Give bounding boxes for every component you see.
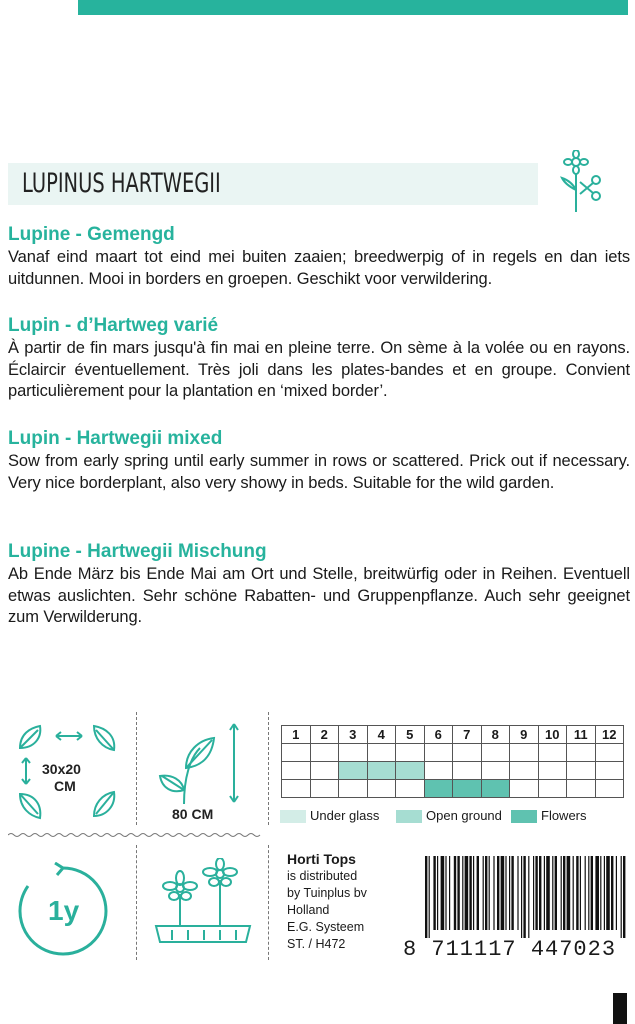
barcode-bar [576, 856, 578, 930]
spacing-value: 30x20 [42, 761, 81, 777]
barcode-bar [497, 856, 499, 930]
barcode-bar [573, 856, 574, 930]
barcode-bar [539, 856, 541, 930]
month-header: 4 [367, 726, 396, 744]
barcode-bar [546, 856, 550, 930]
barcode-bar [623, 856, 625, 938]
barcode-bar [433, 856, 435, 930]
barcode-bar [505, 856, 506, 930]
barcode-digits: 8 711117 447023 [403, 937, 617, 962]
section-text: À partir de fin mars jusqu'à fin mai en pleine terre. On sème à la volée ou en rayons. Éclaircir éventuellement. Très joli dans les plates-bandes et en groupe. Convient particulièrement pour la plantation en ‘mixed border’. [8, 339, 630, 400]
month-header: 1 [282, 726, 311, 744]
height-value: 80 CM [172, 806, 214, 822]
month-header: 2 [310, 726, 339, 744]
distributor-line: E.G. Systeem [287, 920, 365, 934]
calendar-cell [510, 762, 539, 780]
calendar-cell [538, 762, 567, 780]
calendar-cell [510, 744, 539, 762]
calendar-cell [339, 762, 368, 780]
barcode-bar [606, 856, 610, 930]
barcode-bar [465, 856, 469, 930]
month-header: 8 [481, 726, 510, 744]
barcode-bar [473, 856, 474, 930]
legend-swatch [396, 810, 422, 823]
distributor-line: ST. / H472 [287, 937, 346, 951]
corner-mark [613, 993, 627, 1024]
calendar-cell [396, 780, 425, 798]
calendar-cell [310, 762, 339, 780]
section-heading: Lupine - Hartwegii Mischung [8, 541, 267, 562]
calendar-cell [282, 744, 311, 762]
calendar-cell [538, 744, 567, 762]
calendar-cell [424, 780, 453, 798]
barcode-bar [501, 856, 505, 930]
barcode-bar [561, 856, 562, 930]
calendar-cell [595, 780, 624, 798]
barcode-bar [563, 856, 565, 930]
calendar-cell [367, 762, 396, 780]
calendar-cell [396, 762, 425, 780]
seedling-tray-icon [152, 858, 254, 950]
legend-flowers [511, 808, 587, 823]
calendar-cell [367, 744, 396, 762]
panel-divider [268, 712, 269, 825]
barcode-bar [600, 856, 601, 930]
barcode-bar [588, 856, 589, 930]
calendar-cell [595, 744, 624, 762]
section-text: Sow from early spring until early summer in rows or scattered. Prick out if necessary. Very nice borderplant, also very showy in beds. Suitable for the wild garden. [8, 452, 630, 492]
barcode-bar [580, 856, 581, 930]
lifecycle-label: 1y [48, 895, 80, 926]
section-text: Vanaf eind maart tot eind mei buiten zaaien; breedwerpig of in regels en dan iets uitdunnen. Mooi in borders en groepen. Geschikt voor verwildering. [8, 248, 630, 288]
barcode-bar [616, 856, 617, 930]
legend-swatch [280, 810, 306, 823]
month-header: 6 [424, 726, 453, 744]
barcode-bar [493, 856, 494, 930]
barcode-bar [429, 856, 430, 938]
calendar-cell [282, 780, 311, 798]
barcode-bar [445, 856, 446, 930]
barcode-bar [535, 856, 537, 930]
section-text: Ab Ende März bis Ende Mai am Ort und Stelle, breitwürfig oder in Reihen. Eventuell etwas auslichten. Sehr schöne Rabatten- und Gruppenpflanze. Auch sehr geeignet zum Verwilderung. [8, 565, 630, 626]
legend-swatch [511, 810, 537, 823]
section-heading: Lupin - Hartwegii mixed [8, 428, 223, 449]
barcode-bar [449, 856, 450, 930]
calendar-cell [339, 744, 368, 762]
barcode-bar [462, 856, 463, 930]
sowing-calendar [281, 725, 624, 798]
barcode-bar [425, 856, 427, 938]
barcode-bar [477, 856, 479, 930]
spacing-unit: CM [54, 778, 76, 794]
barcode-bar [441, 856, 445, 930]
top-color-bar [78, 0, 628, 15]
panel-divider [268, 845, 269, 960]
calendar-cell [453, 744, 482, 762]
calendar-cell [339, 780, 368, 798]
barcode-bar [591, 856, 593, 930]
barcode-bar [528, 856, 529, 938]
barcode-bar [552, 856, 553, 930]
calendar-cell [567, 762, 596, 780]
barcode-bar [517, 856, 518, 930]
brand-name: Horti Tops [287, 851, 356, 867]
barcode-bar [489, 856, 490, 930]
barcode-bar [485, 856, 487, 930]
legend-label: Under glass [310, 808, 380, 823]
month-header: 9 [510, 726, 539, 744]
barcode-bar [585, 856, 586, 930]
calendar-cell [538, 780, 567, 798]
barcode-bar [555, 856, 557, 930]
calendar-cell [367, 780, 396, 798]
calendar-cell [567, 780, 596, 798]
section-german [8, 541, 630, 629]
calendar-cell [510, 780, 539, 798]
calendar-cell [282, 762, 311, 780]
section-heading: Lupin - d’Hartweg varié [8, 315, 219, 336]
section-dutch [8, 224, 630, 290]
calendar-row-flowers [282, 780, 624, 798]
calendar-cell [453, 780, 482, 798]
barcode-bar [511, 856, 513, 930]
calendar-cell [310, 780, 339, 798]
product-title: LUPINUS HARTWEGII [22, 168, 221, 199]
barcode-bar [469, 856, 471, 930]
barcode-bar [523, 856, 525, 938]
distributor-line: by Tuinplus bv [287, 886, 367, 900]
barcode-bar [457, 856, 459, 930]
calendar-cell [424, 744, 453, 762]
barcode-bar [621, 856, 622, 938]
legend-label: Open ground [426, 808, 502, 823]
flower-scissors-icon [556, 150, 608, 216]
legend-under-glass [280, 808, 379, 823]
calendar-cell [567, 744, 596, 762]
month-header: 3 [339, 726, 368, 744]
calendar-header-row [282, 726, 624, 744]
month-header: 12 [595, 726, 624, 744]
calendar-cell [396, 744, 425, 762]
distributor-line: is distributed [287, 869, 358, 883]
legend-label: Flowers [541, 808, 587, 823]
month-header: 10 [538, 726, 567, 744]
section-heading: Lupine - Gemengd [8, 224, 175, 245]
barcode [425, 856, 627, 938]
calendar-row-under-glass [282, 744, 624, 762]
calendar-cell [310, 744, 339, 762]
month-header: 11 [567, 726, 596, 744]
month-header: 7 [453, 726, 482, 744]
calendar-row-open-ground [282, 762, 624, 780]
calendar-cell [424, 762, 453, 780]
calendar-cell [481, 744, 510, 762]
month-header: 5 [396, 726, 425, 744]
section-french [8, 315, 630, 403]
calendar-cell [595, 762, 624, 780]
wave-divider [8, 832, 266, 838]
barcode-bar [437, 856, 438, 930]
calendar-cell [453, 762, 482, 780]
panel-divider [136, 712, 137, 825]
distributor-info [287, 851, 367, 953]
legend-open-ground [396, 808, 502, 823]
barcode-bar [604, 856, 605, 930]
barcode-bar [611, 856, 613, 930]
barcode-bar [595, 856, 599, 930]
barcode-bar [521, 856, 522, 938]
barcode-bar [509, 856, 510, 930]
barcode-bar [533, 856, 534, 930]
calendar-cell [481, 780, 510, 798]
panel-divider [136, 845, 137, 960]
barcode-bar [567, 856, 571, 930]
section-english [8, 428, 630, 494]
plant-height-icon [156, 718, 246, 808]
barcode-bar [544, 856, 545, 930]
distributor-line: Holland [287, 903, 330, 917]
calendar-cell [481, 762, 510, 780]
barcode-bar [454, 856, 456, 930]
barcode-bar [483, 856, 484, 930]
